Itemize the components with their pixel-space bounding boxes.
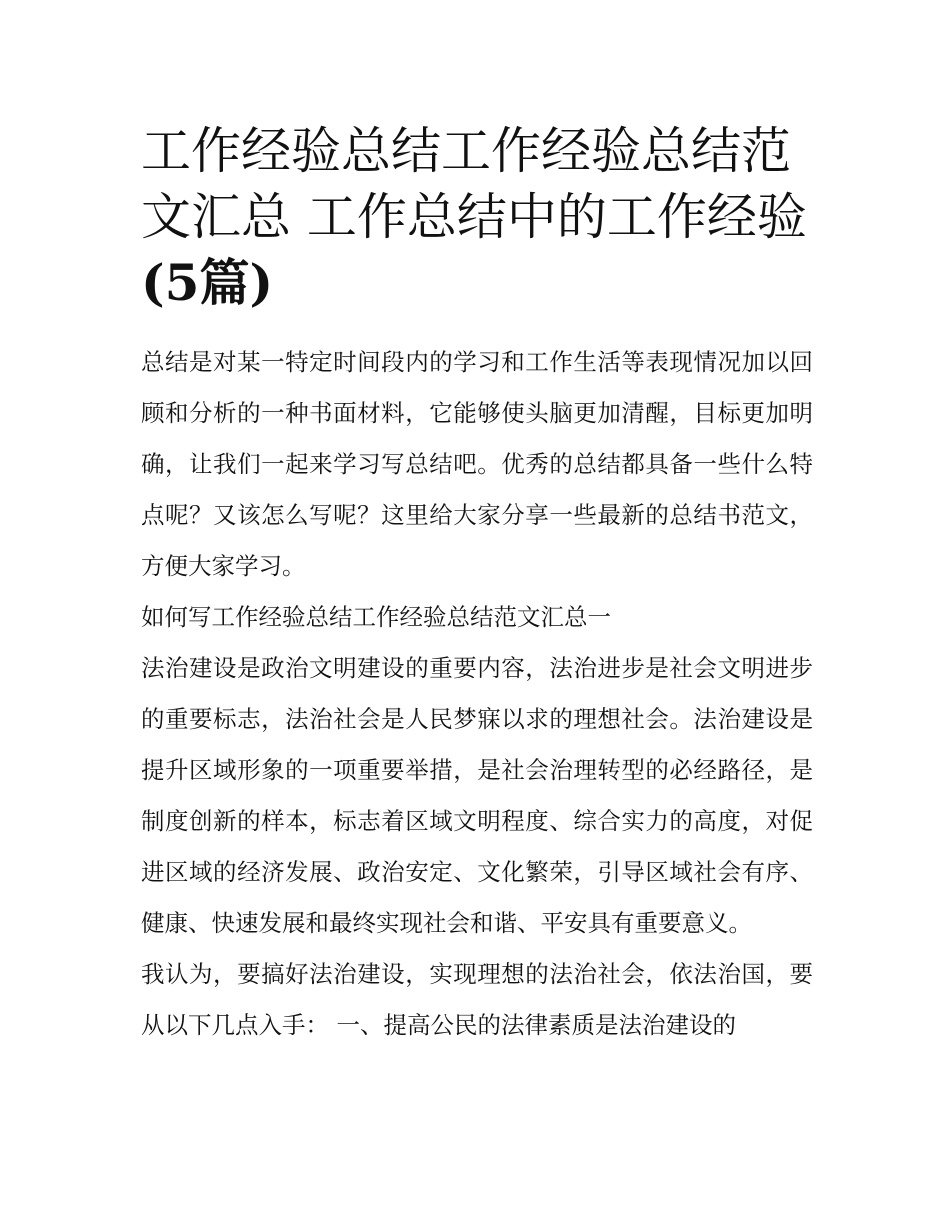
document-body (141, 337, 813, 1051)
intro-paragraph: 总结是对某一特定时间段内的学习和工作生活等表现情况加以回顾和分析的一种书面材料，它能够使头脑更加清醒，目标更加明确，让我们一起来学习写总结吧。优秀的总结都具备一些什么特点呢？又该怎么写呢？这里给大家分享一些最新的总结书范文，方便大家学习。 (141, 348, 813, 580)
document-content (141, 118, 813, 1051)
body-paragraph: 我认为，要搞好法治建设，实现理想的法治社会，依法治国，要从以下几点入手： 一、提高公民的法律素质是法治建设的 (141, 960, 813, 1039)
document-title (141, 118, 813, 316)
body-paragraph: 法治建设是政治文明建设的重要内容，法治进步是社会文明进步的重要标志，法治社会是人民梦寐以求的理想社会。法治建设是提升区域形象的一项重要举措，是社会治理转型的必经路径，是制度创新的样本，标志着区域文明程度、综合实力的高度，对促进区域的经济发展、政治安定、文化繁荣，引导区域社会有序、健康、快速发展和最终实现社会和谐、平安具有重要意义。 (141, 654, 813, 937)
section-heading: 如何写工作经验总结工作经验总结范文汇总一 (141, 603, 611, 631)
title-count: (5篇) (141, 253, 274, 312)
title-text: 工作经验总结工作经验总结范文汇总 工作总结中的工作经验 (141, 122, 807, 246)
